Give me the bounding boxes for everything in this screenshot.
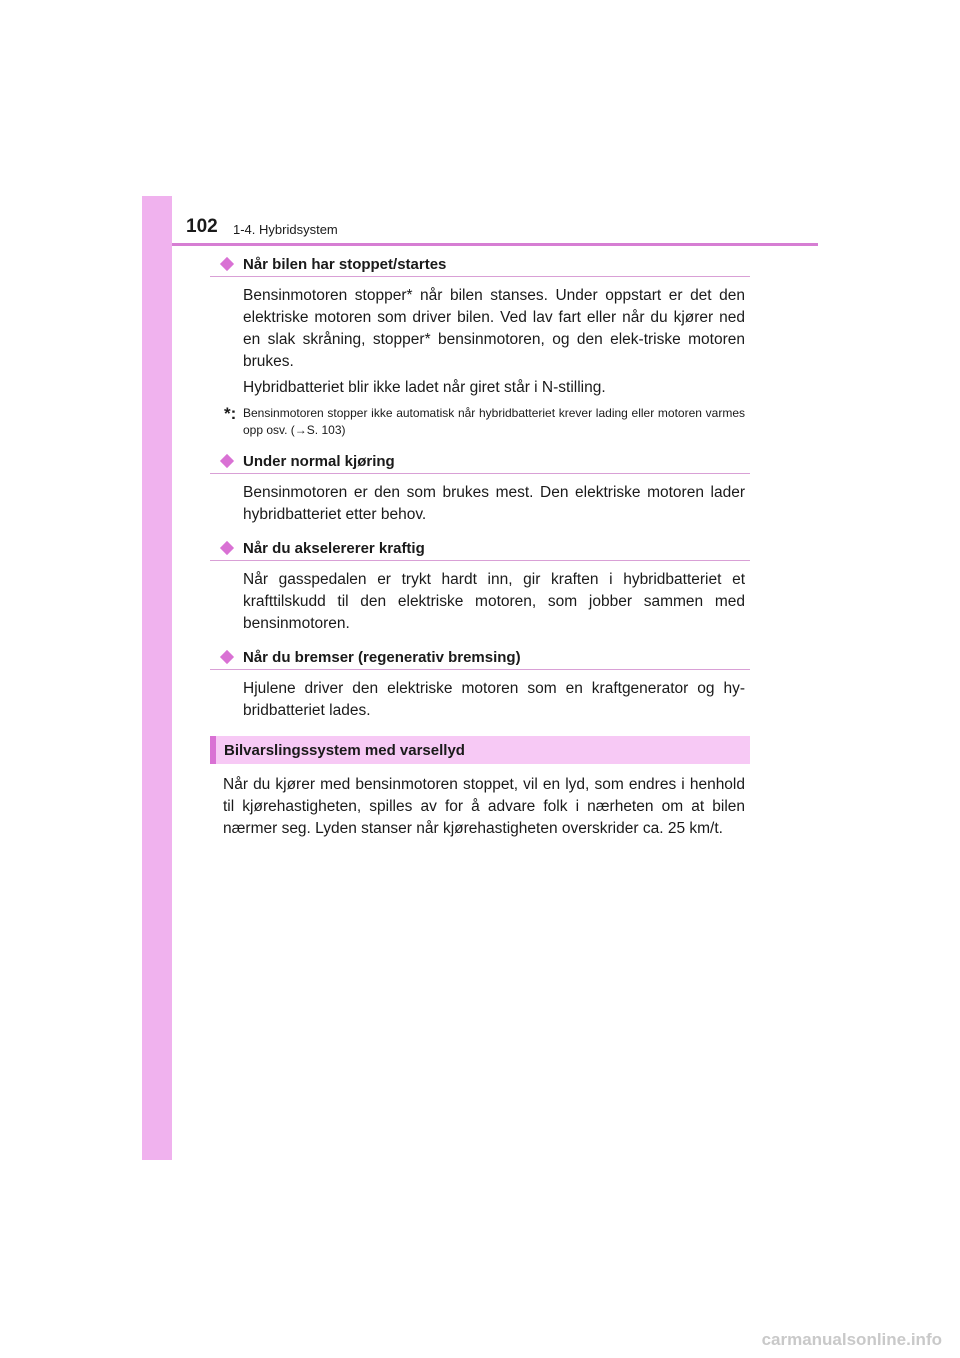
box-section-body: Når du kjører med bensinmotoren stoppet, vil en lyd, som endres i henhold til kjørehastigheten, spilles av for å advare folk i nærheten om at bilen nærmer seg. Lyden stanser når kjørehastigheten overskrider ca. 25 km/t. [223,776,745,837]
section-stop-start [210,252,750,439]
diamond-bullet-icon [220,257,234,271]
section-title: Når du bremser (regenerativ bremsing) [243,648,521,666]
box-section-title: Bilvarslingssystem med varsellyd [224,741,465,759]
paragraph: Bensinmotoren er den som brukes mest. Den elektriske motoren lader hybridbatteriet etter behov. [243,484,745,523]
section-hard-acceleration [210,536,750,635]
diamond-bullet-icon [220,454,234,468]
section-title: Når du akselererer kraftig [243,539,425,557]
paragraph: Når gasspedalen er trykt hardt inn, gir kraften i hybridbatteriet et krafttilskudd til den elektriske motoren, som jobber sammen med bensinmotoren. [243,571,745,632]
paragraph: Bensinmotoren stopper* når bilen stanses. Under oppstart er det den elektriske motoren som driver bilen. Ved lav fart eller når du kjører ned en slak skråning, stopper* bensinmotoren, og den elek-triske motoren brukes. [243,287,745,370]
section-heading [210,645,750,670]
section-title: Når bilen har stoppet/startes [243,255,447,273]
watermark: carmanualsonline.info [761,1330,942,1349]
section-heading [210,449,750,474]
footnote [224,405,745,439]
section-title: Under normal kjøring [243,452,395,470]
section-braking [210,645,750,722]
footnote-text: Bensinmotoren stopper ikke automatisk når hybridbatteriet krever lading eller motoren varmes opp osv. (→S. 103) [243,406,745,437]
diamond-bullet-icon [220,650,234,664]
side-tab-strip [142,196,172,1160]
page-header [172,212,818,246]
section-heading [210,252,750,277]
page-number: 102 [186,216,218,237]
paragraph: Hjulene driver den elektriske motoren som en kraftgenerator og hy-bridbatteriet lades. [243,680,745,719]
section-heading [210,536,750,561]
diamond-bullet-icon [220,541,234,555]
chapter-title: 1-4. Hybridsystem [233,222,338,237]
box-section-heading [210,736,750,764]
page-content [210,252,750,840]
header-rule [172,243,818,246]
footnote-mark: *: [224,404,237,423]
section-normal-driving [210,449,750,526]
paragraph: Hybridbatteriet blir ikke ladet når giret står i N-stilling. [243,379,606,396]
